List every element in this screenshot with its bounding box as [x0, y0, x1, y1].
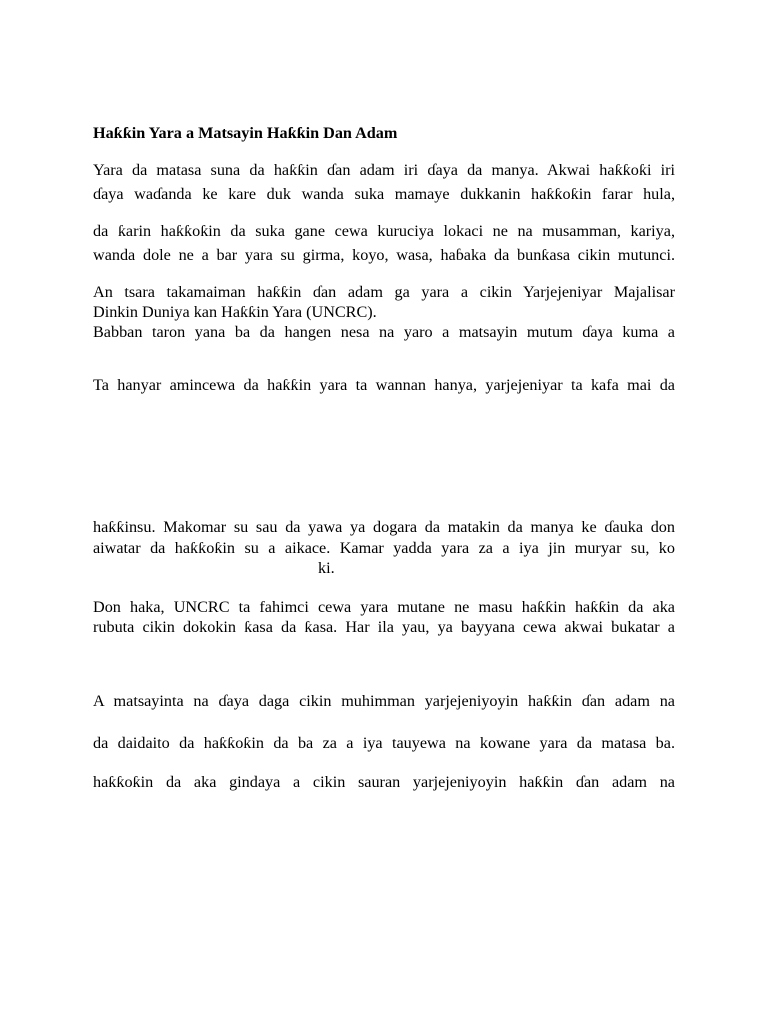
paragraph-line: rubuta cikin dokokin ƙasa da ƙasa. Har ila yau, ya bayyana cewa akwai bukatar a	[93, 618, 675, 636]
paragraph-line: An tsara takamaiman haƙƙin ɗan adam ga yara a cikin Yarjejeniyar Majalisar	[93, 283, 675, 301]
paragraph-line: wanda dole ne a bar yara su girma, koyo, wasa, haɓaka da bunƙasa cikin mutunci.	[93, 246, 675, 264]
paragraph-line: da ƙarin haƙƙoƙin da suka gane cewa kuruciya lokaci ne na musamman, kariya,	[93, 222, 675, 240]
paragraph-line: A matsayinta na ɗaya daga cikin muhimman yarjejeniyoyin haƙƙin ɗan adam na	[93, 692, 675, 710]
paragraph-line: haƙƙinsu. Makomar su sau da yawa ya dogara da matakin da manya ke ɗauka don	[93, 518, 675, 536]
paragraph-line: Ta hanyar amincewa da haƙƙin yara ta wannan hanya, yarjejeniyar ta kafa mai da	[93, 376, 675, 394]
paragraph-line: ki.	[318, 559, 335, 577]
paragraph-line: Yara da matasa suna da haƙƙin ɗan adam iri ɗaya da manya. Akwai haƙƙoƙi iri	[93, 161, 675, 179]
paragraph-line: ɗaya waɗanda ke kare duk wanda suka mamaye dukkanin haƙƙoƙin farar hula,	[93, 185, 675, 203]
paragraph-line: haƙƙoƙin da aka gindaya a cikin sauran yarjejeniyoyin haƙƙin ɗan adam na	[93, 773, 675, 791]
paragraph-line: Dinkin Duniya kan Haƙƙin Yara (UNCRC).	[93, 303, 377, 321]
document-title: Haƙƙin Yara a Matsayin Haƙƙin Dan Adam	[93, 124, 398, 142]
paragraph-line: aiwatar da haƙƙoƙin su a aikace. Kamar yadda yara za a iya jin muryar su, ko	[93, 539, 675, 557]
paragraph-line: Don haka, UNCRC ta fahimci cewa yara mutane ne masu haƙƙin haƙƙin da aka	[93, 598, 675, 616]
paragraph-line: da daidaito da haƙƙoƙin da ba za a iya tauyewa na kowane yara da matasa ba.	[93, 734, 675, 752]
paragraph-line: Babban taron yana ba da hangen nesa na yaro a matsayin mutum ɗaya kuma a	[93, 323, 675, 341]
